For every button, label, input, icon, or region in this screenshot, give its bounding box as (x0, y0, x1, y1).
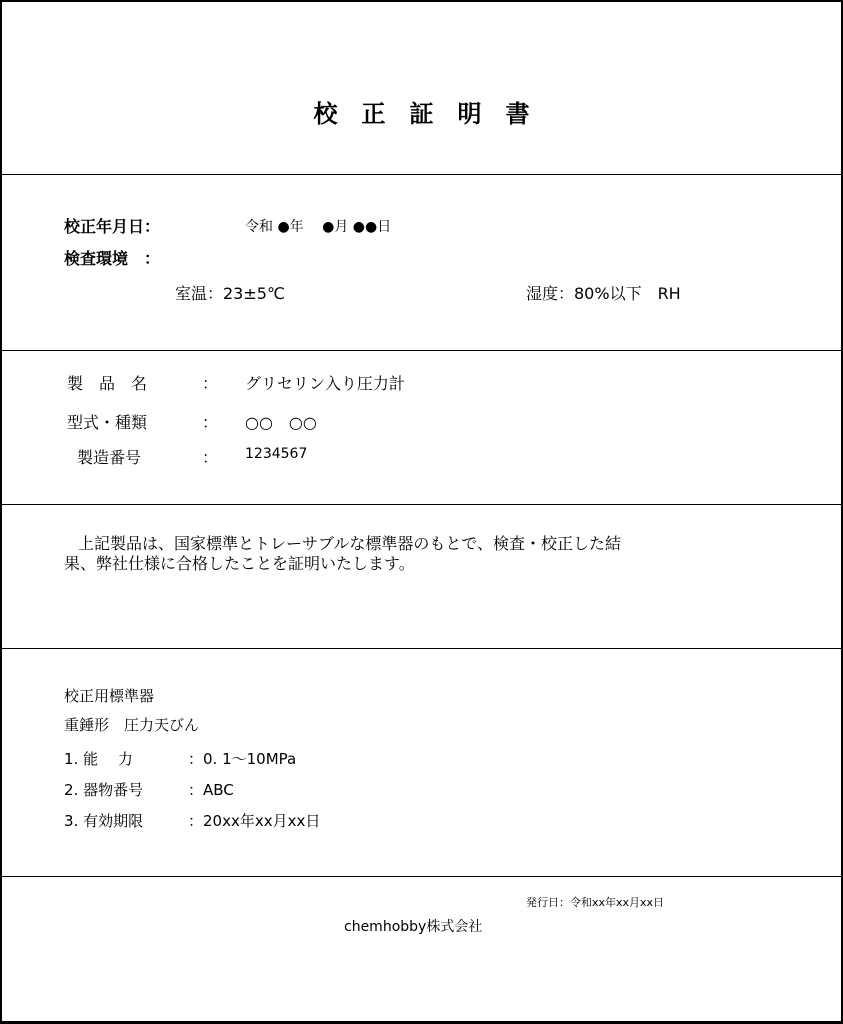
product-serial-value: 1234567 (245, 446, 308, 462)
statement-line-1: 上記製品は、国家標準とトレーサブルな標準器のもとで、検査・校正した結 (78, 534, 622, 553)
product-serial-colon: ： (202, 448, 219, 467)
issue-date: 発行日：令和xx年xx月xx日 (526, 896, 665, 909)
calibration-date-label: 校正年月日： (64, 217, 161, 236)
environment-label: 検査環境 ： (64, 249, 161, 268)
standard-heading: 校正用標準器 (64, 687, 155, 705)
title-char: 書 (505, 100, 530, 128)
divider (2, 876, 841, 877)
title-char: 校 (313, 100, 338, 128)
product-name-value: グリセリン入り圧力計 (245, 374, 405, 393)
product-serial-label: 製造番号 (77, 448, 142, 467)
title-char: 証 (409, 100, 434, 128)
divider (2, 174, 841, 175)
title-char: 明 (457, 100, 482, 128)
standard-item3-value: ：20xx年xx月xx日 (188, 812, 321, 830)
product-model-value: ○○ ○○ (245, 413, 317, 432)
product-name-colon: ： (202, 374, 219, 393)
humidity-value: 湿度：80%以下 RH (526, 284, 681, 303)
standard-item1-label: 1. 能 力 (64, 750, 133, 768)
title-char: 正 (361, 100, 386, 128)
standard-item2-label: 2. 器物番号 (64, 781, 144, 799)
temperature-value: 室温：23±5℃ (175, 284, 285, 303)
company-name: chemhobby株式会社 (344, 919, 483, 935)
standard-item3-label: 3. 有効期限 (64, 812, 144, 830)
divider (2, 504, 841, 505)
product-model-label: 型式・種類 (67, 413, 148, 432)
standard-item2-value: ：ABC (188, 781, 234, 799)
product-name-label: 製 品 名 (67, 374, 148, 393)
certificate-title (2, 94, 841, 129)
statement-line-2: 果、弊社仕様に合格したことを証明いたします。 (64, 554, 415, 573)
calibration-date-value: 令和 ●年 ●月 ●●日 (245, 219, 392, 235)
divider (2, 350, 841, 351)
standard-item1-value: ：0. 1～10MPa (188, 750, 297, 768)
product-model-colon: ： (202, 413, 219, 432)
standard-device: 重錘形 圧力天びん (64, 716, 200, 734)
divider (2, 648, 841, 649)
